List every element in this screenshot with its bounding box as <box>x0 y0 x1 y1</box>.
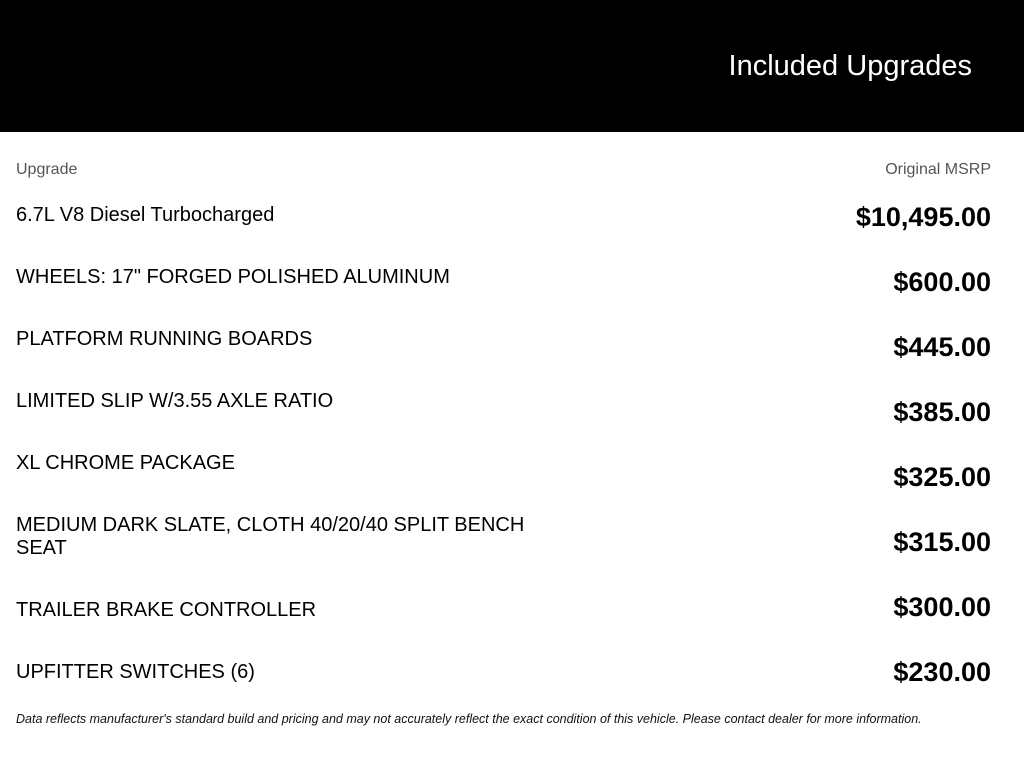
upgrade-name: XL CHROME PACKAGE <box>16 452 235 474</box>
page-header <box>0 0 1024 132</box>
column-header-msrp: Original MSRP <box>885 161 991 178</box>
column-header-upgrade: Upgrade <box>16 161 78 178</box>
upgrade-name: 6.7L V8 Diesel Turbocharged <box>16 204 275 226</box>
upgrade-price: $300.00 <box>893 592 991 622</box>
upgrade-price: $10,495.00 <box>855 202 991 232</box>
disclaimer-text: Data reflects manufacturer's standard build and pricing and may not accurately reflect the exact condition of this vehicle. Please contact dealer for more information. <box>16 712 922 726</box>
upgrade-price: $385.00 <box>893 397 991 427</box>
upgrade-price: $600.00 <box>893 267 991 297</box>
upgrade-name: MEDIUM DARK SLATE, CLOTH 40/20/40 SPLIT BENCH SEAT <box>16 514 525 559</box>
upgrade-name: LIMITED SLIP W/3.55 AXLE RATIO <box>16 390 334 412</box>
upgrade-price: $315.00 <box>893 527 991 557</box>
upgrade-name: UPFITTER SWITCHES (6) <box>16 661 255 683</box>
upgrade-name: TRAILER BRAKE CONTROLLER <box>16 599 317 621</box>
upgrade-name: PLATFORM RUNNING BOARDS <box>16 328 313 350</box>
upgrade-price: $445.00 <box>893 332 991 362</box>
upgrade-price: $325.00 <box>893 462 991 492</box>
upgrade-name: WHEELS: 17" FORGED POLISHED ALUMINUM <box>16 266 450 288</box>
upgrade-price: $230.00 <box>893 657 991 687</box>
page-title: Included Upgrades <box>728 50 972 82</box>
